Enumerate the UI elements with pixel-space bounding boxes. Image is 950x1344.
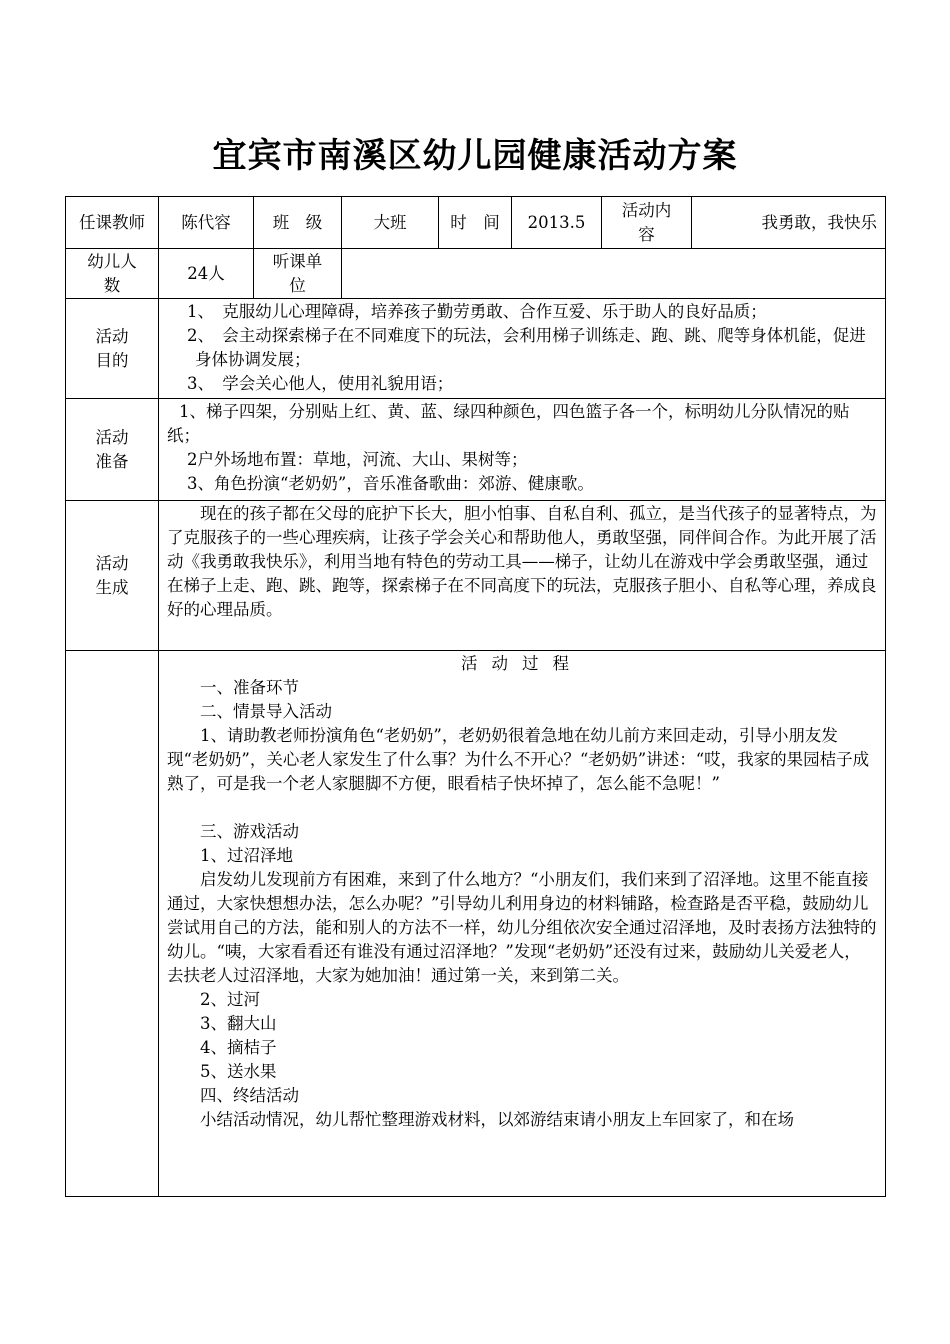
goals-cell [159, 299, 886, 399]
content-label: 活动内容 [602, 197, 692, 249]
prep-label: 活动准备 [66, 399, 159, 501]
process-heading: 活动过程 [461, 654, 583, 673]
class-label: 班 级 [254, 197, 342, 249]
goal-item: 1、 克服幼儿心理障碍，培养孩子勤劳勇敢、合作互爱、乐于助人的良好品质； [187, 302, 767, 321]
game-step: 4、摘桔子 [200, 1038, 277, 1057]
process-paragraph: 1、请助教老师扮演角色“老奶奶”，老奶奶很着急地在幼儿前方来回走动，引导小朋友发现“老奶奶”，关心老人家发生了什么事？为什么不开心？“老奶奶”讲述：“哎，我家的果园桔子成熟了，可是我一个老人家腿脚不方便，眼看桔子快坏掉了，怎么能不急呢！” [167, 726, 870, 793]
unit-label: 听课单位 [254, 249, 342, 299]
class-value: 大班 [342, 197, 439, 249]
origin-label: 活动生成 [66, 501, 159, 651]
game-step: 1、过沼泽地 [200, 846, 293, 865]
process-step: 四、终结活动 [200, 1086, 299, 1105]
process-paragraph: 启发幼儿发现前方有困难，来到了什么地方？“小朋友们，我们来到了沼泽地。这里不能直接通过，大家快想想办法，怎么办呢？”引导幼儿利用身边的材料铺路，检查路是否平稳，鼓励幼儿尝试用自己的方法，能和别人的方法不一样，幼儿分组依次安全通过沼泽地，及时表扬方法独特的幼儿。“咦，大家看看还有谁没有通过沼泽地？”发现“老奶奶”还没有过来，鼓励幼儿关爱老人，去扶老人过沼泽地，大家为她加油！通过第一关，来到第二关。 [167, 870, 877, 985]
process-step: 三、游戏活动 [200, 822, 299, 841]
time-label: 时 间 [439, 197, 512, 249]
process-step: 二、情景导入活动 [200, 702, 332, 721]
count-value: 24人 [159, 249, 254, 299]
teacher-label: 任课教师 [66, 197, 159, 249]
game-step: 5、送水果 [200, 1062, 277, 1081]
process-paragraph: 小结活动情况，幼儿帮忙整理游戏材料，以郊游结束请小朋友上车回家了，和在场 [200, 1110, 794, 1129]
origin-text: 现在的孩子都在父母的庇护下长大，胆小怕事、自私自利、孤立，是当代孩子的显著特点，为了克服孩子的一些心理疾病，让孩子学会关心和帮助他人，勇敢坚强，同伴间合作。为此开展了活动《我勇敢我快乐》，利用当地有特色的劳动工具——梯子，让幼儿在游戏中学会勇敢坚强，通过在梯子上走、跑、跳、跑等，探索梯子在不同高度下的玩法，克服孩子胆小、自私等心理，养成良好的心理品质。 [167, 504, 877, 619]
process-step: 一、准备环节 [200, 678, 299, 697]
content-value: 我勇敢，我快乐 [692, 197, 886, 249]
goal-item: 2、 会主动探索梯子在不同难度下的玩法，会利用梯子训练走、跑、跳、爬等身体机能，促进身体协调发展； [187, 326, 866, 369]
process-label-cell [66, 651, 159, 1197]
goals-label: 活动目的 [66, 299, 159, 399]
game-step: 2、过河 [200, 990, 260, 1009]
origin-cell [159, 501, 886, 651]
prep-cell [159, 399, 886, 501]
prep-item: 3、角色扮演“老奶奶”，音乐准备歌曲：郊游、健康歌。 [187, 474, 594, 493]
process-cell [159, 651, 886, 1197]
plan-table [65, 196, 886, 1197]
teacher-value: 陈代容 [159, 197, 254, 249]
page-title: 宜宾市南溪区幼儿园健康活动方案 [212, 136, 738, 176]
count-label: 幼儿人数 [66, 249, 159, 299]
prep-item: 2户外场地布置：草地，河流、大山、果树等； [187, 450, 528, 469]
time-value: 2013.5 [512, 197, 602, 249]
game-step: 3、翻大山 [200, 1014, 277, 1033]
goal-item: 3、 学会关心他人，使用礼貌用语； [187, 374, 454, 393]
prep-item: 1、梯子四架，分别贴上红、黄、蓝、绿四种颜色，四色篮子各一个，标明幼儿分队情况的贴纸； [167, 402, 850, 445]
unit-value [342, 249, 886, 299]
